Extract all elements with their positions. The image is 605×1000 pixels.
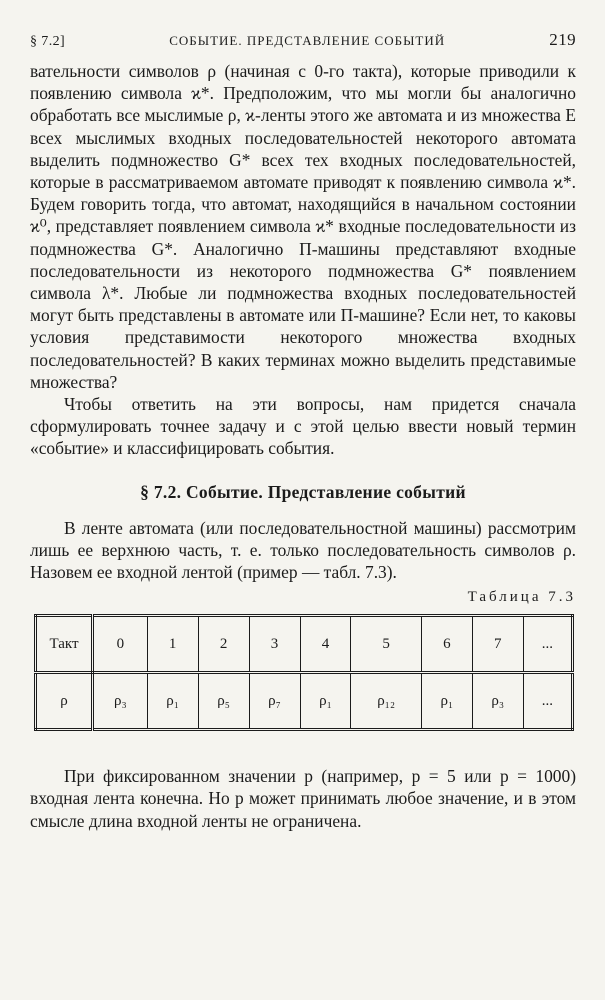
table-row-label: ρ — [36, 673, 93, 730]
table-cell: 2 — [198, 616, 249, 673]
section-ref: § 7.2] — [30, 34, 66, 49]
table-cell: 4 — [300, 616, 351, 673]
book-page — [30, 30, 576, 832]
paragraph-continuation: вательности символов ρ (начиная с 0-го такта), которые приводили к появлению символа ϰ*. Предположим, что мы могли бы аналогично обработать все мыслимые ρ, ϰ-ленты этого же автомата и из множества E всех мыслимых входных последовательностей некоторого автомата выделить подмножество G* всех тех входных последовательностей, которые в рассматриваемом автомате приводят к появлению символа ϰ*. Будем говорить тогда, что автомат, находящийся в начальном состоянии ϰ⁰, представляет появлением символа ϰ* входные последовательности из подмножества G*. Аналогично П-машины представляют входные последовательности из некоторого подмножества G* появлением символа λ*. Любые ли подмножества входных последовательностей могут быть представлены в автомате или П-машине? Если нет, то каковы условия представимости некоторого множества входных последовательностей? В каких терминах можно выделить представимые множества? — [30, 61, 576, 392]
table-caption: Таблица 7.3 — [467, 589, 576, 606]
table-cell: ... — [523, 673, 572, 730]
running-title: СОБЫТИЕ. ПРЕДСТАВЛЕНИЕ СОБЫТИЙ — [169, 33, 446, 48]
running-header — [30, 30, 576, 56]
table-cell: ρ₇ — [249, 673, 300, 730]
table-row-rho — [36, 673, 573, 730]
table-cell: 6 — [421, 616, 472, 673]
table-cell: 7 — [472, 616, 523, 673]
section-heading: § 7.2. Событие. Представление событий — [140, 481, 466, 502]
table-cell: ρ₁ — [300, 673, 351, 730]
table-cell: ... — [523, 616, 572, 673]
paragraph-input-tape: В ленте автомата (или последовательностной машины) рассмотрим лишь ее верхнюю часть, т. е. только последовательность символов ρ. Назовем ее входной лентой (пример — табл. 7.3). — [30, 517, 576, 583]
table-cell: ρ₁₂ — [351, 673, 421, 730]
table-cell: ρ₃ — [472, 673, 523, 730]
table-cell: ρ₁ — [421, 673, 472, 730]
table-cell: 3 — [249, 616, 300, 673]
tape-table — [34, 614, 574, 731]
table-cell: 1 — [147, 616, 198, 673]
paragraph-tape-length: При фиксированном значении p (например, p = 5 или p = 1000) входная лента конечна. Но p может принимать любое значение, и в этом смысле длина входной ленты не ограничена. — [30, 766, 576, 831]
table-row-takt — [36, 616, 573, 673]
table-cell: ρ₃ — [93, 673, 148, 730]
paragraph-questions: Чтобы ответить на эти вопросы, нам придется сначала сформулировать точнее задачу и с этой целью ввести новый термин «событие» и классифицировать события. — [30, 394, 576, 459]
page-number: 219 — [549, 30, 576, 49]
table-cell: 0 — [93, 616, 148, 673]
table-cell: ρ₅ — [198, 673, 249, 730]
table-cell: ρ₁ — [147, 673, 198, 730]
table-cell: 5 — [351, 616, 421, 673]
table-row-label: Такт — [36, 616, 93, 673]
